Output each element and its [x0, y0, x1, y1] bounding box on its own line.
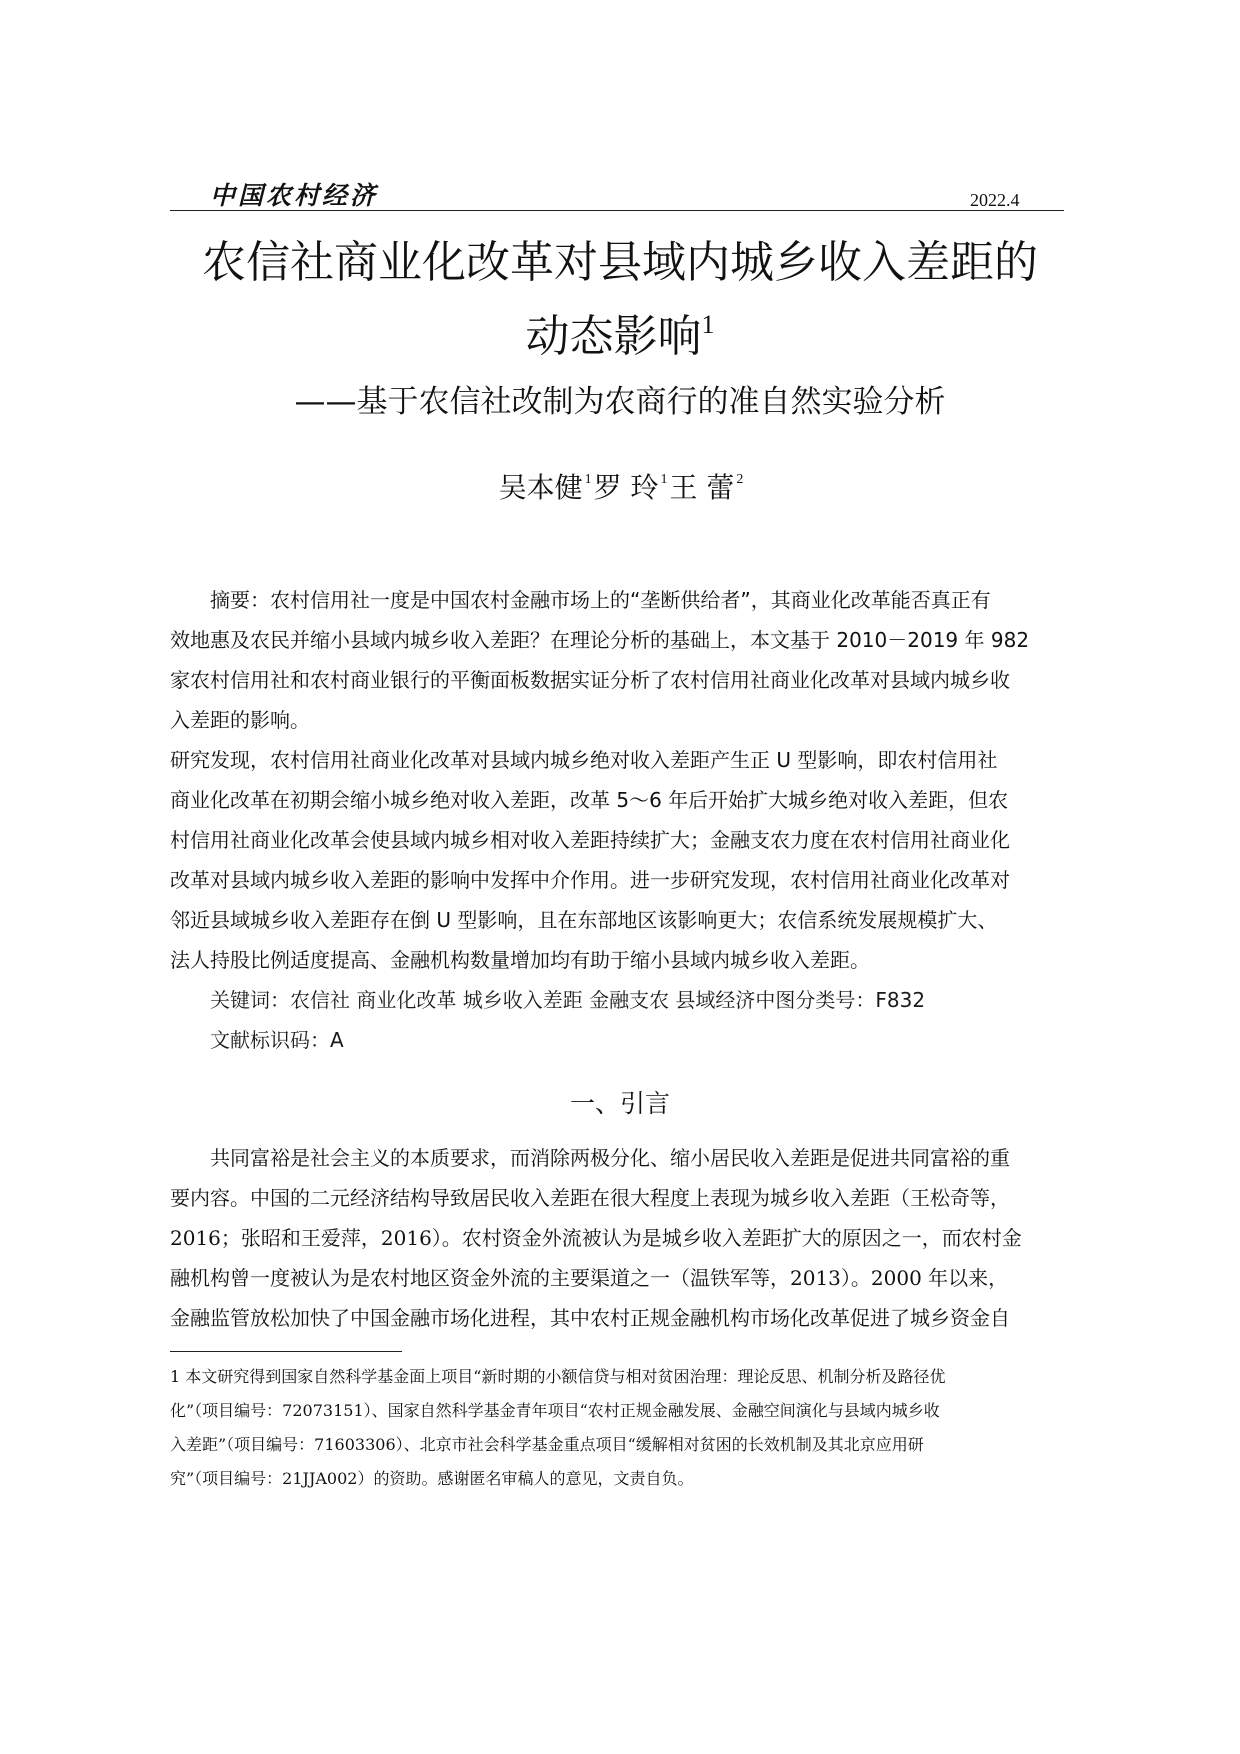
findings-line: 村信用社商业化改革会使县域内城乡相对收入差距持续扩大；金融支农力度在农村信用社商业化	[170, 828, 1010, 852]
abstract-line: 摘要：农村信用社一度是中国农村金融市场上的“垄断供给者”，其商业化改革能否真正有	[210, 588, 991, 612]
subtitle: ——基于农信社改制为农商行的准自然实验分析	[294, 384, 946, 420]
title-footnote-mark: 1	[701, 310, 715, 339]
header-rule	[170, 210, 1064, 211]
title-line-1: 农信社商业化改革对县域内城乡收入差距的	[202, 237, 1038, 288]
introduction	[170, 1138, 1082, 1338]
intro-line: 共同富裕是社会主义的本质要求，而消除两极分化、缩小居民收入差距是促进共同富裕的重	[210, 1146, 1010, 1170]
findings-line: 商业化改革在初期会缩小城乡绝对收入差距，改革 5～6 年后开始扩大城乡绝对收入差距，但农	[170, 788, 1009, 812]
findings	[170, 740, 1082, 980]
author-affiliation: 1	[584, 472, 592, 487]
abstract-line: 入差距的影响。	[170, 708, 310, 732]
findings-line: 研究发现，农村信用社商业化改革对县域内城乡绝对收入差距产生正 U 型影响，即农村信用社	[170, 748, 998, 772]
abstract-line: 家农村信用社和农村商业银行的平衡面板数据实证分析了农村信用社商业化改革对县域内城乡收	[170, 668, 1010, 692]
footnote-line: 究”（项目编号：21JJA002）的资助。感谢匿名审稿人的意见，文责自负。	[170, 1469, 694, 1488]
author-affiliation: 1	[660, 472, 668, 487]
intro-line: 2016；张昭和王爱萍，2016）。农村资金外流被认为是城乡收入差距扩大的原因之一，而农村金	[170, 1226, 1022, 1250]
footnote-line: 入差距”（项目编号：71603306）、北京市社会科学基金重点项目“缓解相对贫困的长效机制及其北京应用研	[170, 1435, 924, 1454]
section-heading: 一、引言	[569, 1089, 670, 1118]
findings-line: 改革对县域内城乡收入差距的影响中发挥中介作用。进一步研究发现，农村信用社商业化改革对	[170, 868, 1010, 892]
abstract-line: 效地惠及农民并缩小县域内城乡收入差距？在理论分析的基础上，本文基于 2010－2019 年 982	[170, 628, 1030, 652]
author-affiliation: 2	[736, 472, 744, 487]
footnote-line: 化”（项目编号：72073151）、国家自然科学基金青年项目“农村正规金融发展、金融空间演化与县域内城乡收	[170, 1401, 940, 1420]
author-name: 吴本健	[498, 471, 583, 504]
footnote-line: 1 本文研究得到国家自然科学基金面上项目“新时期的小额信贷与相对贫困治理：理论反思、机制分析及路径优	[170, 1367, 946, 1386]
document-code: 文献标识码：A	[210, 1028, 344, 1052]
findings-line: 法人持股比例适度提高、金融机构数量增加均有助于缩小县域内城乡收入差距。	[170, 948, 870, 972]
intro-line: 融机构曾一度被认为是农村地区资金外流的主要渠道之一（温铁军等，2013）。2000 年以来，	[170, 1266, 1009, 1290]
title-line-2	[170, 300, 1070, 364]
journal-logo: 中国农村经济	[210, 181, 379, 210]
author-name: 罗 玲	[593, 471, 659, 504]
title-line-2-text: 动态影响	[525, 311, 702, 362]
intro-line: 要内容。中国的二元经济结构导致居民收入差距在很大程度上表现为城乡收入差距（王松奇等，	[170, 1186, 1010, 1210]
author-name: 王 蕾	[669, 471, 735, 504]
authors	[170, 466, 1070, 506]
abstract	[170, 580, 1082, 740]
footnote-rule	[170, 1351, 402, 1352]
issue-number: 2022.4	[970, 190, 1020, 210]
footnote	[170, 1360, 1082, 1496]
findings-line: 邻近县域城乡收入差距存在倒 U 型影响，且在东部地区该影响更大；农信系统发展规模扩大、	[170, 908, 998, 932]
intro-line: 金融监管放松加快了中国金融市场化进程，其中农村正规金融机构市场化改革促进了城乡资金自	[170, 1306, 1010, 1330]
keywords: 关键词：农信社 商业化改革 城乡收入差距 金融支农 县域经济中图分类号：F832	[210, 988, 926, 1012]
